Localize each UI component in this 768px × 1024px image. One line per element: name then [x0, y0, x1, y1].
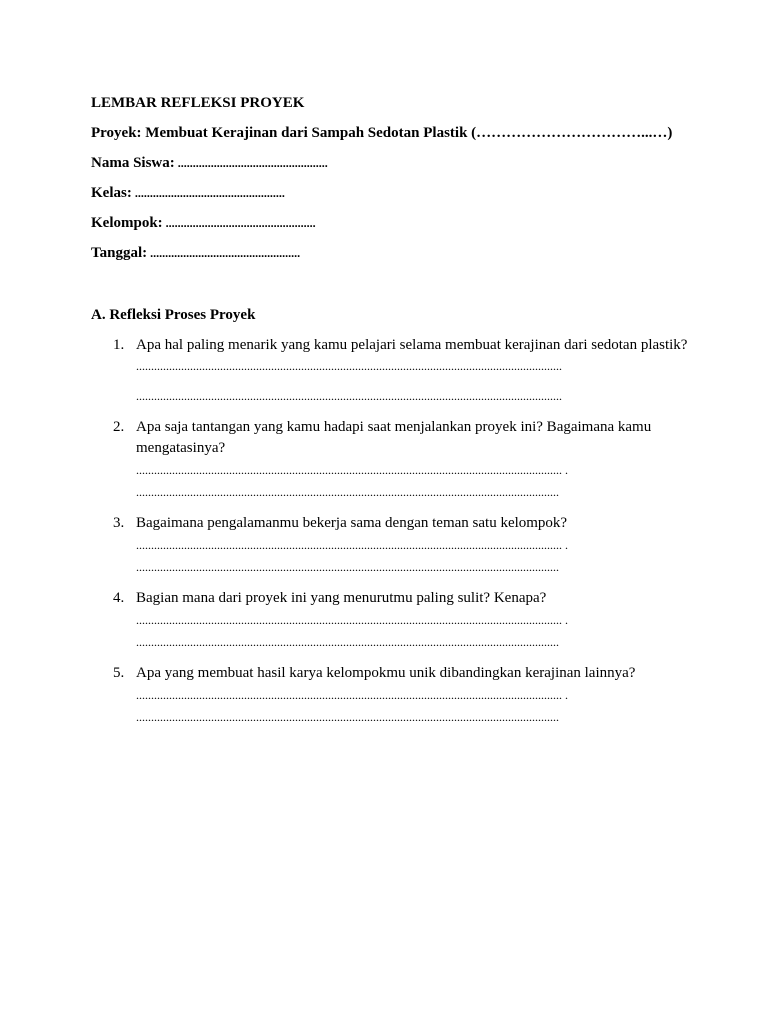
question-text: Apa saja tantangan yang kamu hadapi saat menjalankan proyek ini? Bagaimana kamu mengatasinya?: [136, 419, 652, 456]
field-tanggal: [91, 243, 691, 263]
question-number: 2.: [113, 419, 125, 435]
question-text: Apa hal paling menarik yang kamu pelajari selama membuat kerajinan dari sedotan plastik?: [136, 337, 688, 353]
question-item: [91, 417, 691, 503]
section-title: A. Refleksi Proses Proyek: [91, 307, 256, 323]
answer-line: .............................................................................................................................................. .: [136, 538, 568, 552]
project-label: Proyek: Membuat Kerajinan dari Sampah Sedotan Plastik (: [91, 125, 477, 141]
field-nama-siswa: [91, 153, 691, 173]
question-number: 5.: [113, 665, 125, 681]
question-item: [91, 513, 691, 578]
field-blank: ..................................................: [162, 216, 316, 230]
question-item: [91, 588, 691, 653]
answer-line: .............................................................................................................................................: [136, 710, 559, 724]
field-blank: ..................................................: [174, 156, 328, 170]
question-number: 1.: [113, 337, 125, 353]
project-close: ): [667, 125, 673, 141]
field-kelas: [91, 183, 691, 203]
project-line: [91, 123, 691, 143]
answer-line: ..............................................................................................................................................: [136, 389, 562, 403]
answer-line: .............................................................................................................................................. .: [136, 463, 568, 477]
field-blank: ..................................................: [147, 246, 301, 260]
question-list: [91, 335, 691, 728]
question-item: [91, 335, 691, 407]
project-blank: ……………………………...…: [476, 125, 668, 141]
answer-line: .............................................................................................................................................: [136, 485, 559, 499]
field-label: Nama Siswa:: [91, 155, 175, 171]
question-text: Bagaimana pengalamanmu bekerja sama dengan teman satu kelompok?: [136, 515, 568, 531]
answer-line: .............................................................................................................................................. .: [136, 613, 568, 627]
answer-line: .............................................................................................................................................. .: [136, 688, 568, 702]
question-number: 3.: [113, 515, 125, 531]
question-number: 4.: [113, 590, 125, 606]
field-label: Kelas:: [91, 185, 132, 201]
document-title: LEMBAR REFLEKSI PROYEK: [91, 95, 305, 111]
question-item: [91, 663, 691, 728]
answer-line: .............................................................................................................................................: [136, 635, 559, 649]
question-text: Apa yang membuat hasil karya kelompokmu unik dibandingkan kerajinan lainnya?: [136, 665, 636, 681]
answer-line: .............................................................................................................................................: [136, 560, 559, 574]
question-text: Bagian mana dari proyek ini yang menurutmu paling sulit? Kenapa?: [136, 590, 547, 606]
answer-line: ..............................................................................................................................................: [136, 359, 562, 373]
answer-spacer: [136, 377, 691, 386]
field-blank: ..................................................: [131, 186, 285, 200]
field-label: Kelompok:: [91, 215, 163, 231]
field-kelompok: [91, 213, 691, 233]
document-page: [91, 93, 691, 728]
field-label: Tanggal:: [91, 245, 148, 261]
